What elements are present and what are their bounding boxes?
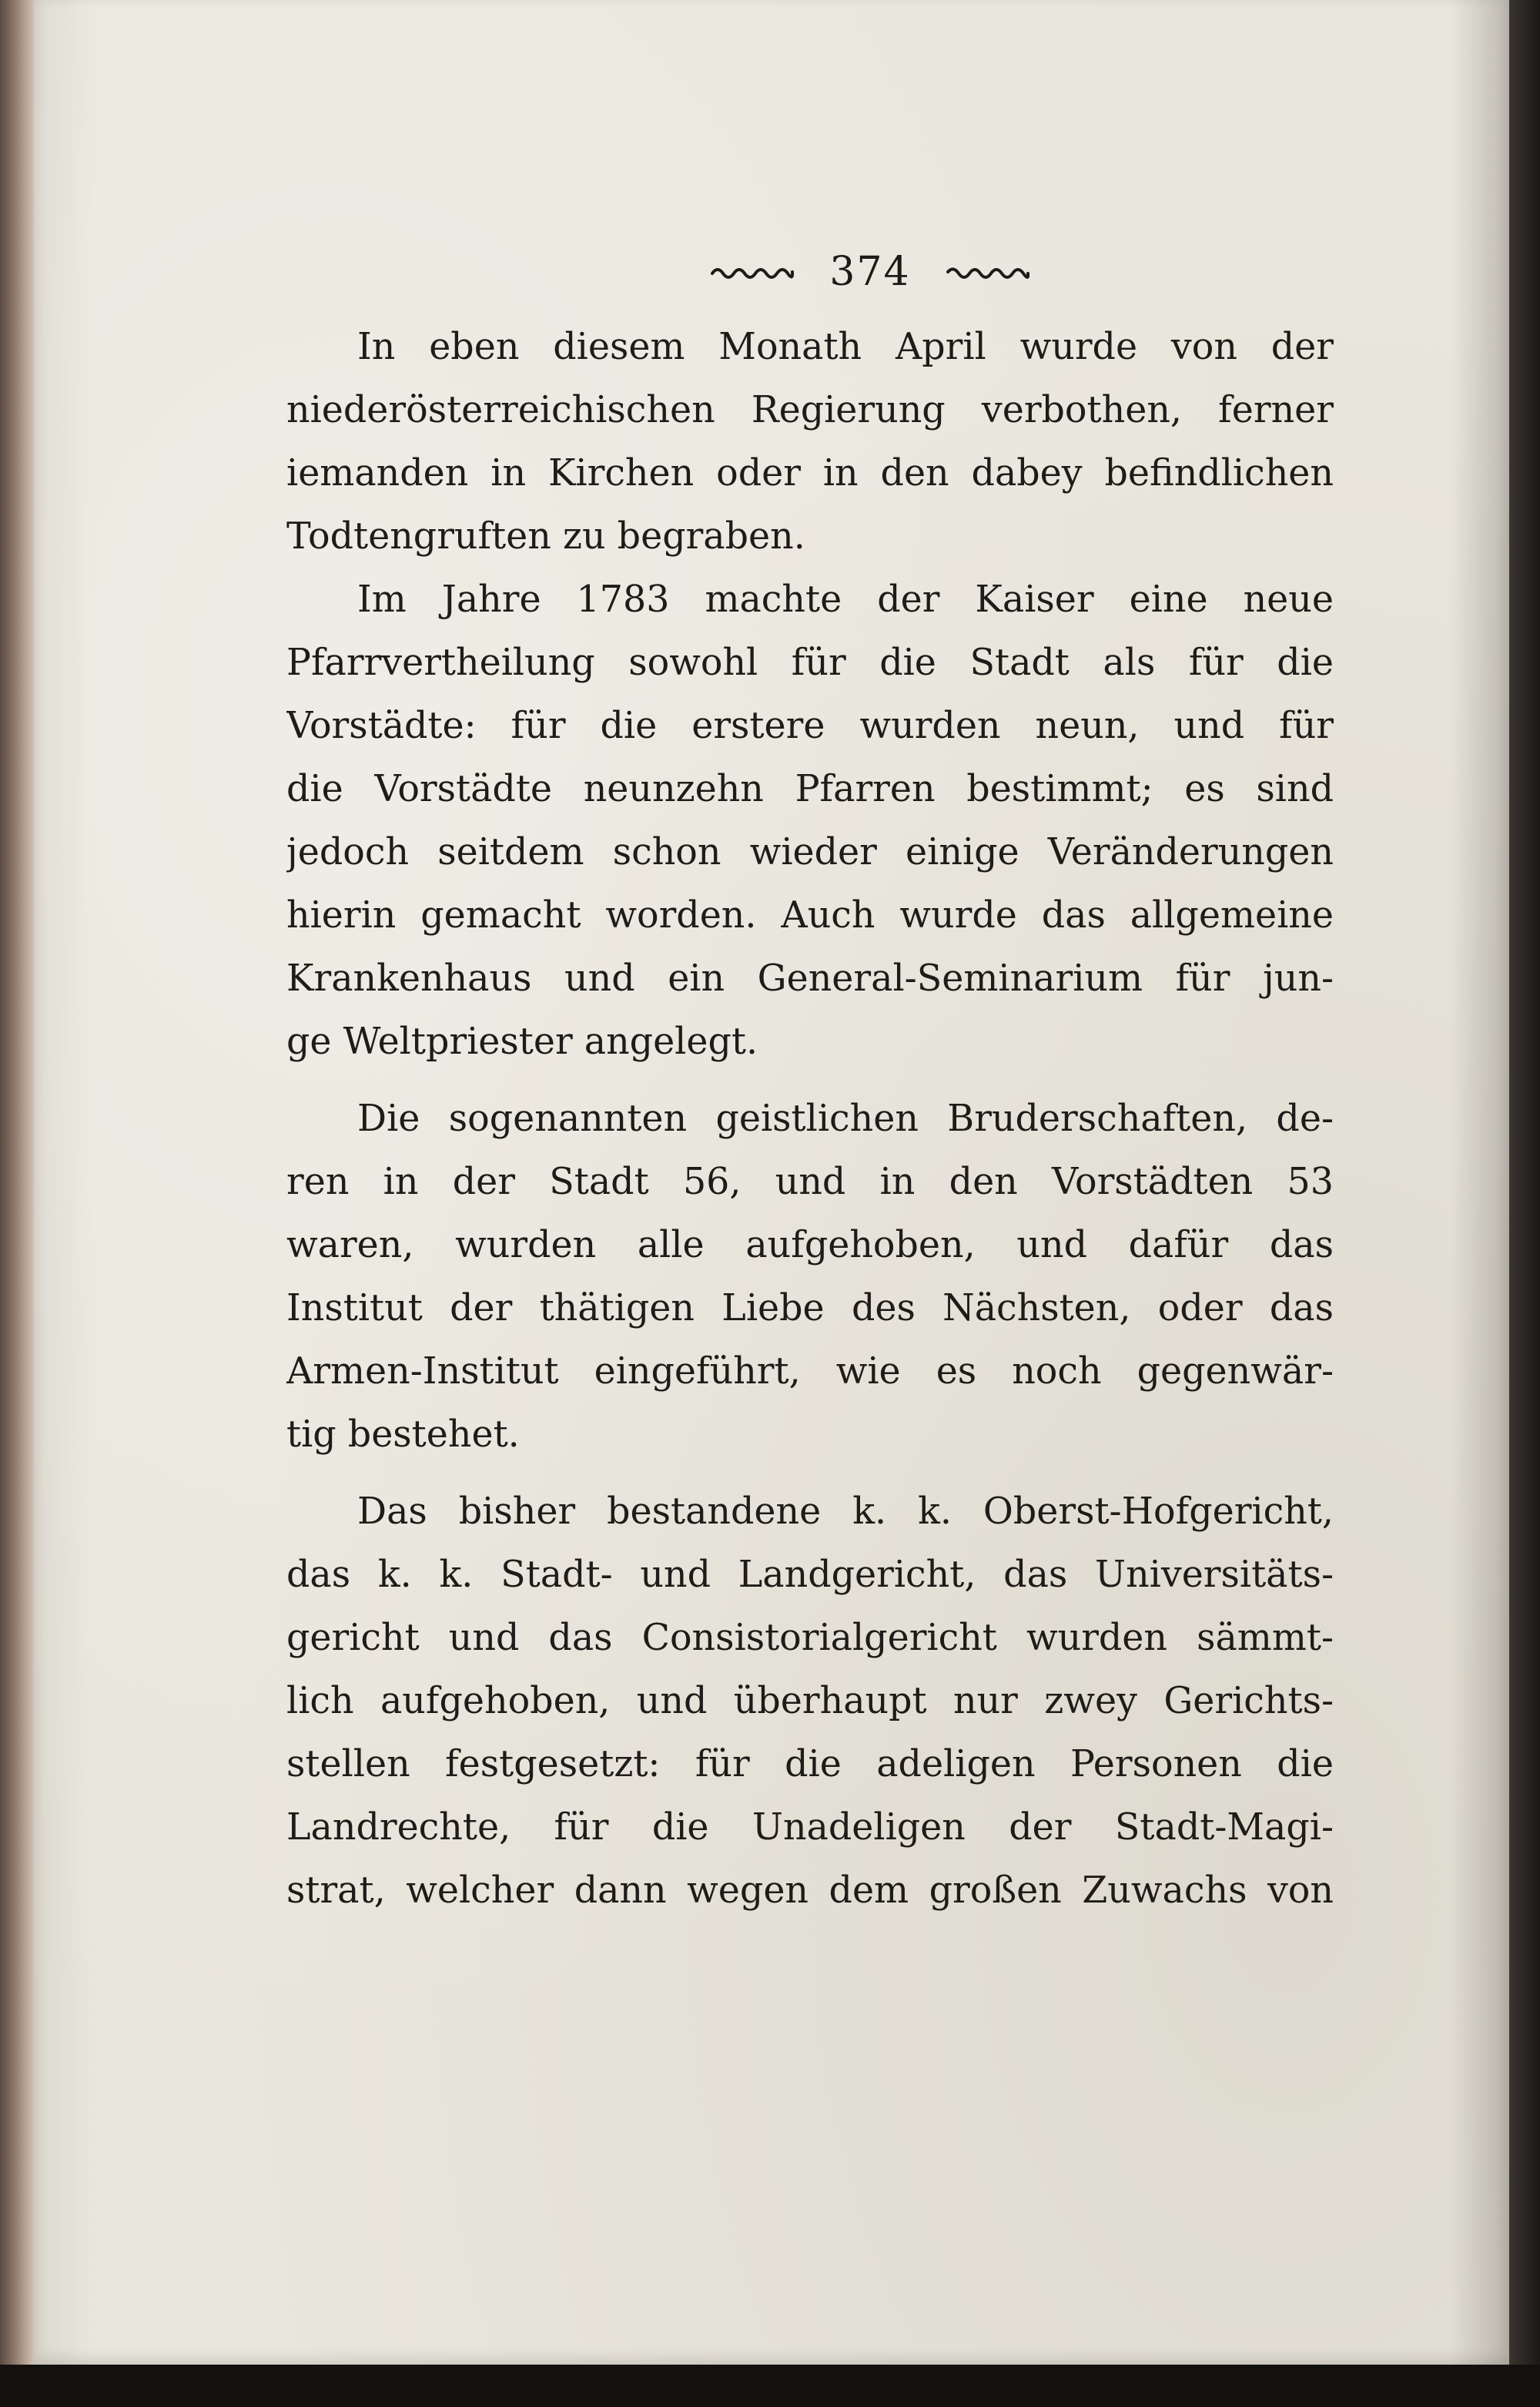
text-line: stellen festgesetzt: für die adeligen Personen die — [286, 1743, 1334, 1785]
text-line: waren, wurden alle aufgehoben, und dafür das — [286, 1224, 1334, 1266]
text-line: die Vorstädte neunzehn Pfarren bestimmt; es sind — [286, 768, 1334, 810]
text-line: ge Weltpriester angelegt. — [286, 1021, 758, 1063]
text-line: Todtengruften zu begraben. — [286, 515, 805, 558]
right-ornament-icon — [946, 263, 1029, 281]
text-line: Krankenhaus und ein General-Seminarium für jun- — [286, 957, 1334, 1000]
text-line: In eben diesem Monath April wurde von der — [357, 326, 1334, 368]
paragraph-burial-ban — [286, 316, 1334, 568]
text-line: strat, welcher dann wegen dem großen Zuwachs von — [286, 1869, 1334, 1912]
paragraph-parish-division — [286, 568, 1334, 1074]
text-line: Armen-Institut eingeführt, wie es noch gegenwär- — [286, 1350, 1334, 1393]
text-line: iemanden in Kirchen oder in den dabey befindlichen — [286, 452, 1334, 494]
left-ornament-icon — [711, 263, 794, 281]
paragraph-brotherhoods — [286, 1088, 1334, 1467]
text-line: Institut der thätigen Liebe des Nächsten, oder das — [286, 1287, 1334, 1329]
page-number: 374 — [829, 249, 911, 295]
text-line: lich aufgehoben, und überhaupt nur zwey Gerichts- — [286, 1680, 1334, 1722]
text-line: Im Jahre 1783 machte der Kaiser eine neue — [357, 578, 1334, 621]
text-line: Pfarrvertheilung sowohl für die Stadt als für die — [286, 642, 1334, 684]
text-line: ren in der Stadt 56, und in den Vorstädten 53 — [286, 1161, 1334, 1203]
scan-bottom-edge — [0, 2365, 1540, 2407]
text-line: Landrechte, für die Unadeligen der Stadt-Magi- — [286, 1806, 1334, 1849]
text-line: hierin gemacht worden. Auch wurde das allgemeine — [286, 894, 1334, 937]
text-line: gericht und das Consistorialgericht wurden sämmt- — [286, 1617, 1334, 1659]
text-line: Das bisher bestandene k. k. Oberst-Hofgericht, — [357, 1490, 1334, 1533]
text-line: das k. k. Stadt- und Landgericht, das Universitäts- — [286, 1554, 1334, 1596]
text-line: Die sogenannten geistlichen Bruderschaften, de- — [357, 1098, 1334, 1140]
page-header — [685, 245, 1055, 299]
body-text — [286, 316, 1334, 1923]
book-spine-edge — [0, 0, 34, 2407]
paragraph-spacer — [286, 1467, 1334, 1480]
paragraph-spacer — [286, 1074, 1334, 1088]
text-line: niederösterreichischen Regierung verbothen, ferner — [286, 389, 1334, 431]
paragraph-courts — [286, 1480, 1334, 1923]
text-line: tig bestehet. — [286, 1413, 520, 1456]
page-right-edge — [1509, 0, 1540, 2365]
text-line: Vorstädte: für die erstere wurden neun, und für — [286, 705, 1334, 747]
text-line: jedoch seitdem schon wieder einige Veränderungen — [286, 831, 1334, 873]
